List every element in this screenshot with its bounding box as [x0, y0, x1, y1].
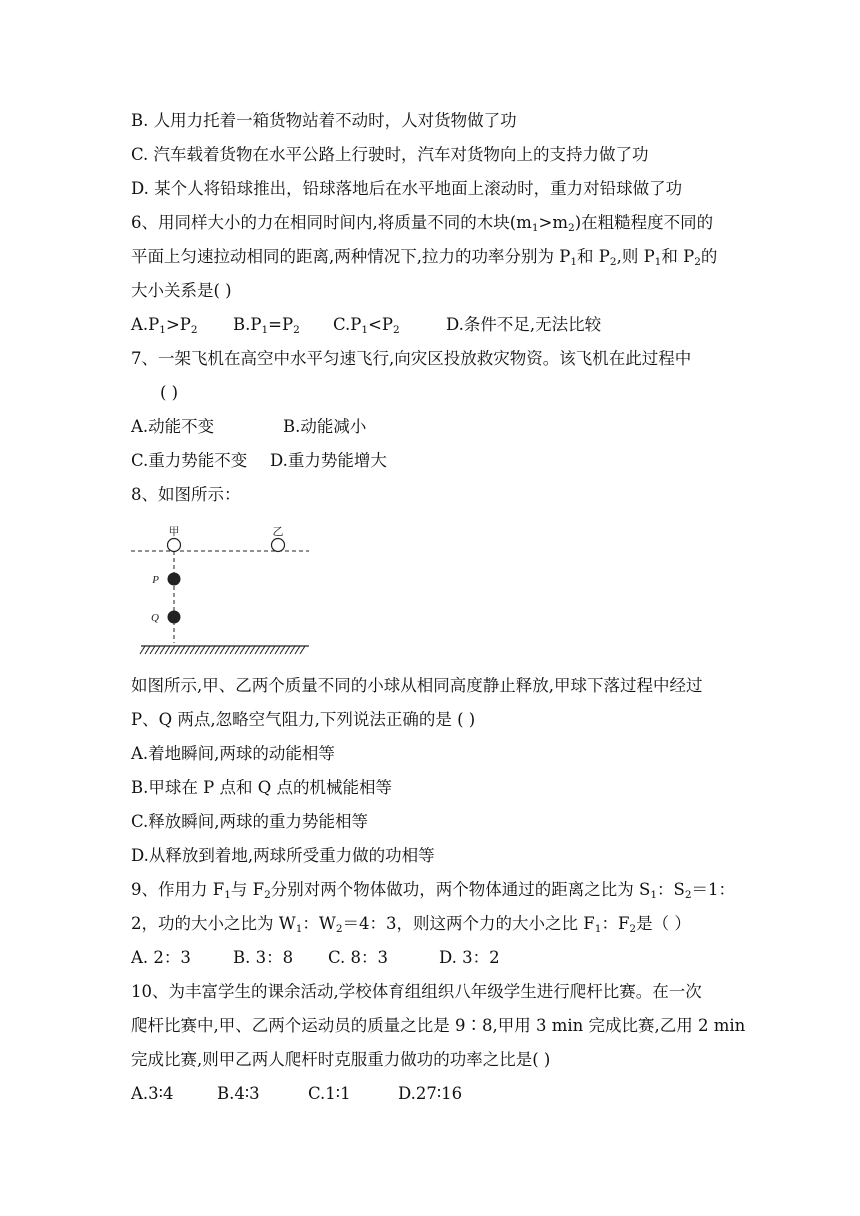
q10-option-d: D.27∶16	[398, 1084, 463, 1103]
ground-hatch-mark	[240, 646, 245, 654]
q9-option-b: B. 3：8	[233, 948, 294, 967]
ball-yi	[272, 539, 285, 552]
q9-option-d: D. 3：2	[439, 948, 500, 967]
q8-option-a: A.着地瞬间,两球的动能相等	[131, 744, 335, 763]
q7-option-a: A.动能不变	[131, 417, 215, 436]
ground-hatch-mark	[195, 646, 200, 654]
point-p-ball	[168, 573, 181, 586]
ground-hatch-mark	[250, 646, 255, 654]
ground-hatch-mark	[215, 646, 220, 654]
point-q-ball	[168, 611, 181, 624]
q7-stem-line-1: 7、一架飞机在高空中水平匀速飞行,向灾区投放救灾物资。该飞机在此过程中	[131, 349, 692, 368]
q8-stem-line-2: P、Q 两点,忽略空气阻力,下列说法正确的是 ( )	[131, 710, 476, 729]
ball-yi-label: 乙	[272, 526, 284, 538]
falling-balls-diagram	[131, 518, 311, 658]
q8-stem-line-1: 如图所示,甲、乙两个质量不同的小球从相同高度静止释放,甲球下落过程中经过	[131, 676, 703, 695]
ground-hatch-mark	[160, 646, 165, 654]
q7-option-d: D.重力势能增大	[270, 451, 387, 470]
ground-hatch-mark	[175, 646, 180, 654]
q6-stem-line-2: 平面上匀速拉动相同的距离,两种情况下,拉力的功率分别为 $P_1$和 $P_2$,则 $P_1$和 $P_2$的	[131, 247, 718, 268]
ground-hatch-mark	[260, 646, 265, 654]
q10-options	[131, 1083, 462, 1105]
q7-stem-line-2: ( )	[160, 383, 179, 402]
ground-hatch-mark	[290, 646, 295, 654]
ground-hatch-mark	[145, 646, 150, 654]
q6-option-c: $C.P_1<P_2$	[333, 315, 400, 336]
ground-hatch-mark	[245, 646, 250, 654]
ground-hatch-mark	[200, 646, 205, 654]
q8-option-b: B.甲球在 P 点和 Q 点的机械能相等	[131, 778, 392, 797]
point-q-label: Q	[151, 612, 159, 624]
q6-stem-line-3: 大小关系是( )	[131, 281, 232, 300]
q7-options-row-2	[131, 450, 387, 472]
q9-stem-line-2: 2，功的大小之比为 $W_1$：$W_2=4$：3，则这两个力的大小之比 $F_1$：$F_2$是（ ）	[131, 914, 691, 935]
ground-hatch-mark	[230, 646, 235, 654]
ground-hatch-mark	[295, 646, 300, 654]
q6-option-a: $A.P_1>P_2$	[131, 315, 198, 336]
ground-hatch-mark	[280, 646, 285, 654]
q7-option-c: C.重力势能不变	[131, 451, 248, 470]
ground-hatch-mark	[285, 646, 290, 654]
q10-stem-line-2: 爬杆比赛中,甲、乙两个运动员的质量之比是 9∶8,甲用 3 min 完成比赛,乙用 2 min	[131, 1016, 746, 1035]
q9-option-c: C. 8：3	[328, 948, 389, 967]
ground-hatch-mark	[220, 646, 225, 654]
q5-option-d: D. 某个人将铅球推出，铅球落地后在水平地面上滚动时，重力对铅球做了功	[131, 179, 683, 198]
q6-stem-line-1: 6、用同样大小的力在相同时间内,将质量不同的木块$(m_1>m_2)$在粗糙程度不同的	[131, 213, 714, 234]
q10-stem-line-1: 10、为丰富学生的课余活动,学校体育组组织八年级学生进行爬杆比赛。在一次	[131, 982, 702, 1001]
ground-hatch-mark	[205, 646, 210, 654]
ground-hatch-mark	[255, 646, 260, 654]
q6-option-d: D.条件不足,无法比较	[446, 315, 602, 334]
ground-hatch-mark	[150, 646, 155, 654]
ground-hatch-mark	[180, 646, 185, 654]
q8-option-d: D.从释放到着地,两球所受重力做的功相等	[131, 846, 435, 865]
ground-hatch-mark	[270, 646, 275, 654]
ball-jia-label: 甲	[168, 526, 180, 538]
ground-hatch-mark	[300, 646, 305, 654]
q7-options-row-1	[131, 416, 366, 438]
q9-options	[131, 947, 500, 969]
ground-hatch-mark	[235, 646, 240, 654]
ground-hatch-mark	[210, 646, 215, 654]
q6-options	[131, 314, 601, 336]
ball-jia	[168, 539, 181, 552]
q10-stem-line-3: 完成比赛,则甲乙两人爬杆时克服重力做功的功率之比是( )	[131, 1050, 551, 1069]
ground-hatch-mark	[155, 646, 160, 654]
q8-option-c: C.释放瞬间,两球的重力势能相等	[131, 812, 369, 831]
ground-hatch-mark	[165, 646, 170, 654]
q10-option-b: B.4∶3	[217, 1084, 260, 1103]
q10-option-c: C.1∶1	[308, 1084, 351, 1103]
q5-option-c: C. 汽车载着货物在水平公路上行驶时，汽车对货物向上的支持力做了功	[131, 145, 649, 164]
point-p-label: P	[152, 574, 159, 586]
q9-stem-line-1: 9、作用力 $F_1$与 $F_2$分别对两个物体做功，两个物体通过的距离之比为 $S_1$：$S_2=1$：	[131, 880, 736, 901]
ground-hatch-mark	[140, 646, 145, 654]
ground-hatch-mark	[225, 646, 230, 654]
ground-hatch-mark	[170, 646, 175, 654]
ground-hatch-mark	[185, 646, 190, 654]
q10-option-a: A.3∶4	[131, 1084, 174, 1103]
q6-option-b: $B.P_1=P_2$	[233, 315, 300, 336]
q8-intro: 8、如图所示：	[131, 485, 241, 504]
ground-hatching	[140, 646, 305, 654]
q5-option-b: B. 人用力托着一箱货物站着不动时，人对货物做了功	[131, 111, 517, 130]
ground-hatch-mark	[190, 646, 195, 654]
ground-hatch-mark	[275, 646, 280, 654]
ground-hatch-mark	[265, 646, 270, 654]
q9-option-a: A. 2：3	[131, 948, 191, 967]
q7-option-b: B.动能减小	[283, 417, 367, 436]
